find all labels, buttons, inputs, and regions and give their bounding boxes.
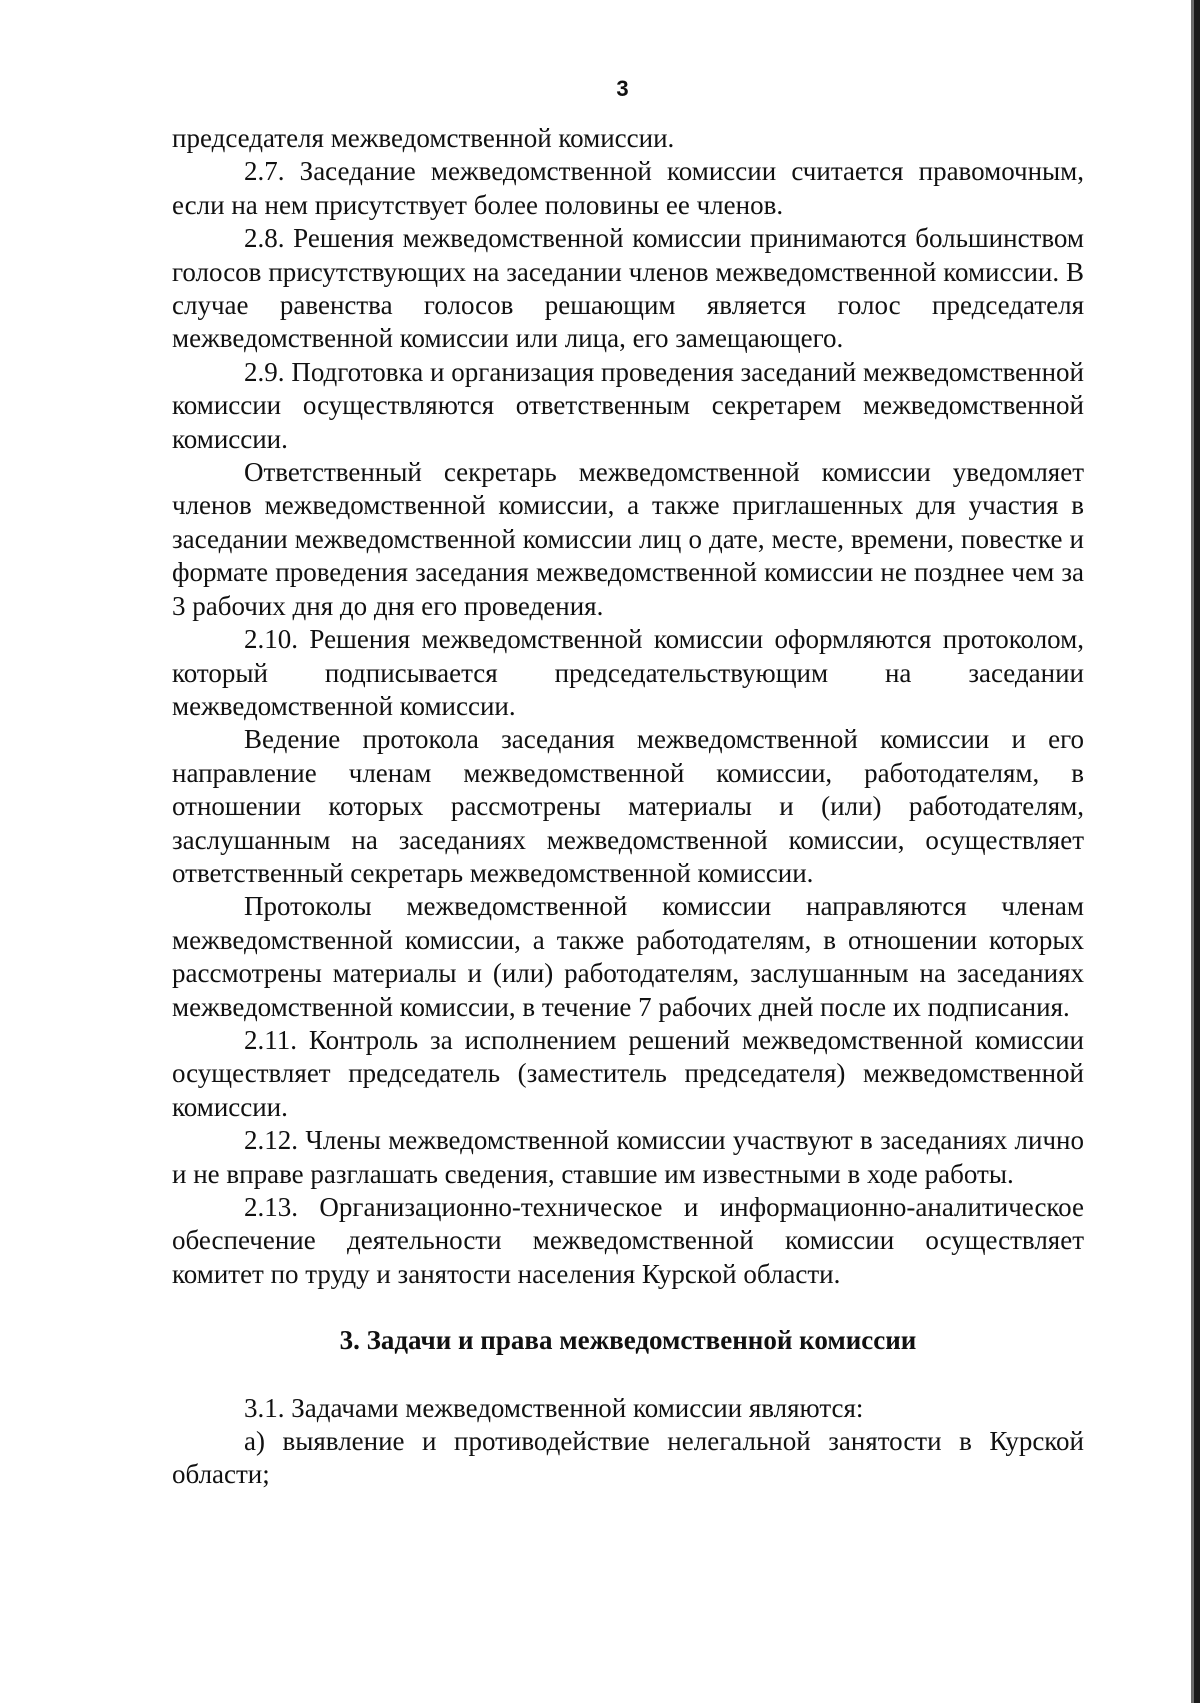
paragraph-2-8: 2.8. Решения межведомственной комиссии принимаются большинством голосов присутствующих на заседании членов межведомственной комиссии. В случае равенства голосов решающим является голос председателя межведомственной комиссии или лица, его замещающего. <box>172 223 1084 354</box>
paragraph-2-9-secretary: Ответственный секретарь межведомственной комиссии уведомляет членов межведомственной комиссии, а также приглашенных для участия в заседании межведомственной комиссии лиц о дате, месте, времени, повестке и формате проведения заседания межведомственной комиссии не позднее чем за 3 рабочих дня до дня его проведения. <box>172 457 1084 621</box>
paragraph-3-1-a: а) выявление и противодействие нелегальной занятости в Курской области; <box>172 1426 1084 1490</box>
page-number: 3 <box>616 76 629 101</box>
section-3-heading: 3. Задачи и права межведомственной комиссии <box>339 1325 917 1356</box>
paragraph-2-10-protocol: Ведение протокола заседания межведомственной комиссии и его направление членам межведомственной комиссии, работодателям, в отношении которых рассмотрены материалы и (или) работодателям, заслушанным на заседаниях межведомственной комиссии, осуществляет ответственный секретарь межведомственной комиссии. <box>172 724 1084 888</box>
paragraph-2-12: 2.12. Члены межведомственной комиссии участвуют в заседаниях лично и не вправе разглашать сведения, ставшие им известными в ходе работы. <box>172 1125 1084 1189</box>
paragraph-2-10: 2.10. Решения межведомственной комиссии оформляются протоколом, который подписывается председательствующим на заседании межведомственной комиссии. <box>172 624 1084 721</box>
paragraph-3-1: 3.1. Задачами межведомственной комиссии являются: <box>244 1392 864 1423</box>
scan-border <box>1194 0 1200 1703</box>
document-body <box>172 122 1084 1492</box>
paragraph-2-11: 2.11. Контроль за исполнением решений межведомственной комиссии осуществляет председатель (заместитель председателя) межведомственной комиссии. <box>172 1024 1084 1122</box>
paragraph-2-10-distribution: Протоколы межведомственной комиссии направляются членам межведомственной комиссии, а также работодателям, в отношении которых рассмотрены материалы и (или) работодателям, заслушанным на заседаниях межведомственной комиссии, в течение 7 рабочих дней после их подписания. <box>172 891 1084 1022</box>
paragraph-2-7: 2.7. Заседание межведомственной комиссии считается правомочным, если на нем присутствует более половины ее членов. <box>172 156 1084 220</box>
paragraph-intro: председателя межведомственной комиссии. <box>172 123 675 153</box>
paragraph-2-13: 2.13. Организационно-техническое и информационно-аналитическое обеспечение деятельности межведомственной комиссии осуществляет комитет по труду и занятости населения Курской области. <box>172 1192 1084 1289</box>
paragraph-2-9: 2.9. Подготовка и организация проведения заседаний межведомственной комиссии осуществляются ответственным секретарем межведомственной комиссии. <box>172 356 1084 454</box>
